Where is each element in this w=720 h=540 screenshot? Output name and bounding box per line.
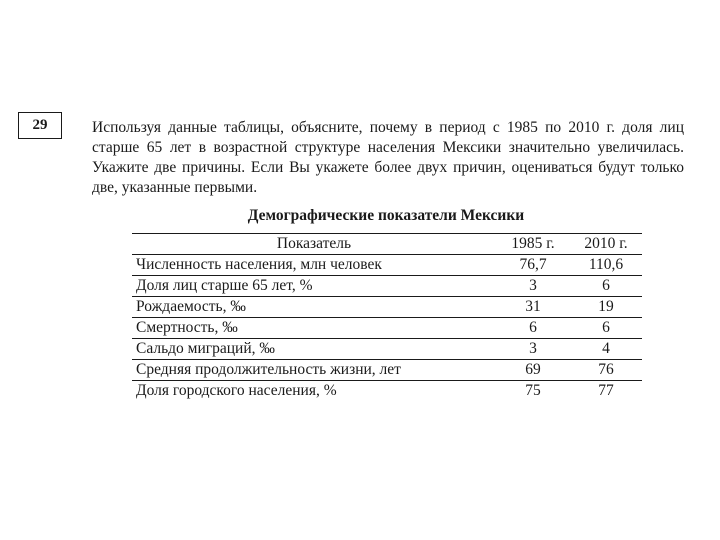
row-value-2010: 77 — [570, 381, 642, 402]
row-label: Доля городского населения, % — [132, 381, 496, 402]
header-indicator: Показатель — [132, 234, 496, 255]
row-value-2010: 110,6 — [570, 255, 642, 276]
table-row — [132, 318, 642, 339]
demographics-table — [132, 233, 642, 401]
table-row — [132, 381, 642, 402]
row-value-2010: 6 — [570, 276, 642, 297]
header-year-1985: 1985 г. — [496, 234, 570, 255]
row-value-2010: 19 — [570, 297, 642, 318]
row-value-2010: 6 — [570, 318, 642, 339]
row-label: Рождаемость, ‰ — [132, 297, 496, 318]
row-label: Численность населения, млн человек — [132, 255, 496, 276]
table-row — [132, 276, 642, 297]
row-value-2010: 76 — [570, 360, 642, 381]
row-label: Сальдо миграций, ‰ — [132, 339, 496, 360]
row-value-1985: 75 — [496, 381, 570, 402]
row-label: Средняя продолжительность жизни, лет — [132, 360, 496, 381]
table-header-row — [132, 234, 642, 255]
table-row — [132, 255, 642, 276]
table-row — [132, 360, 642, 381]
row-value-1985: 3 — [496, 276, 570, 297]
row-value-1985: 31 — [496, 297, 570, 318]
table-title: Демографические показатели Мексики — [247, 207, 525, 224]
row-value-1985: 76,7 — [496, 255, 570, 276]
row-value-2010: 4 — [570, 339, 642, 360]
row-label: Доля лиц старше 65 лет, % — [132, 276, 496, 297]
task-text: Используя данные таблицы, объясните, почему в период с 1985 по 2010 г. доля лиц старше 65 лет в возрастной структуре населения Мексики значительно увеличилась. Укажите две причины. Если Вы укажете более двух причин, оцениваться будут только две, указанные первыми. — [92, 119, 684, 196]
row-label: Смертность, ‰ — [132, 318, 496, 339]
table-row — [132, 339, 642, 360]
header-year-2010: 2010 г. — [570, 234, 642, 255]
task-number-box — [18, 112, 62, 139]
table-row — [132, 297, 642, 318]
row-value-1985: 6 — [496, 318, 570, 339]
task-number: 29 — [32, 117, 48, 133]
row-value-1985: 69 — [496, 360, 570, 381]
row-value-1985: 3 — [496, 339, 570, 360]
